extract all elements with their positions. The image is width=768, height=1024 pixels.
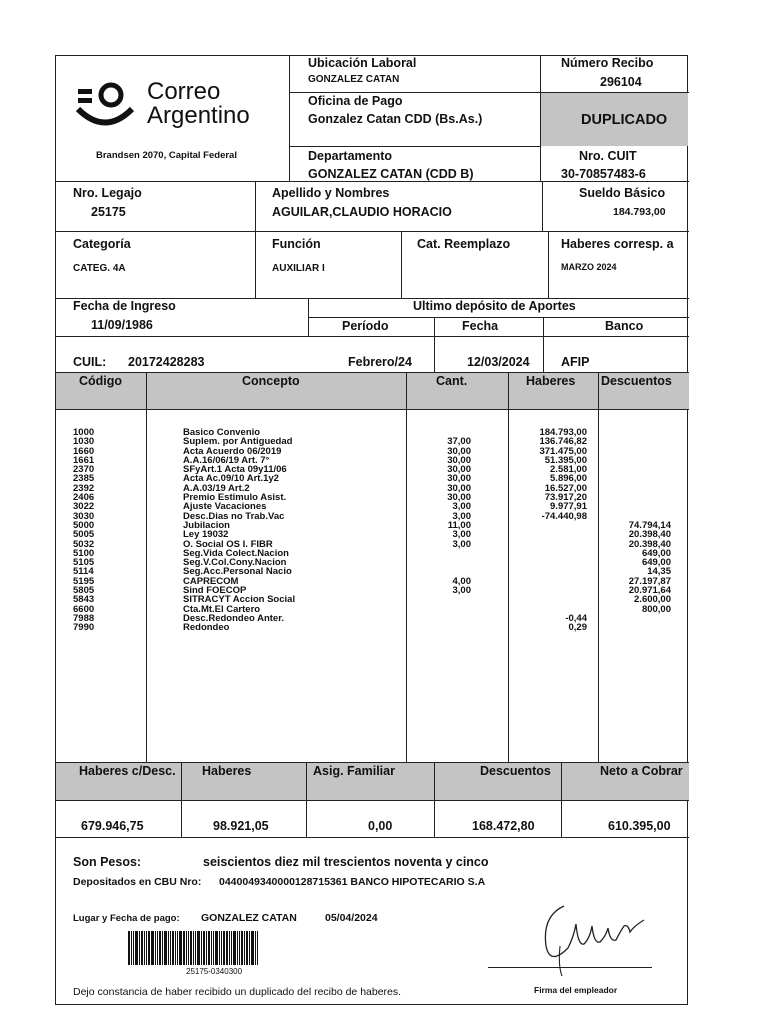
funcion-value: AUXILIAR I [272, 263, 325, 274]
cell-cant: 3,00 [452, 585, 471, 597]
cell-haberes [511, 549, 587, 558]
cell-cant: 30,00 [447, 445, 471, 457]
cell-concepto: Premio Estimulo Asist. [183, 492, 287, 504]
oficina-value: Gonzalez Catan CDD (Bs.As.) [308, 112, 483, 126]
asig-familiar-value: 0,00 [368, 819, 393, 833]
descuentos-column [601, 428, 671, 633]
cell-haberes: 73.917,20 [544, 492, 587, 504]
cell-concepto: CAPRECOM [183, 575, 239, 587]
banco-value: AFIP [561, 355, 590, 369]
constancia-text: Dejo constancia de haber recibido un duplicado del recibo de haberes. [73, 986, 402, 998]
cell-cant: 3,00 [452, 501, 471, 513]
firma-label: Firma del empleador [534, 985, 618, 995]
cell-haberes: 16.527,00 [544, 482, 587, 494]
cell-haberes [511, 540, 587, 549]
cell-codigo: 2385 [73, 473, 95, 485]
cell-concepto: Ley 19032 [183, 529, 229, 541]
cell-descuentos [601, 437, 671, 446]
cell-descuentos: 74.794,14 [628, 519, 671, 531]
nombre-label: Apellido y Nombres [272, 186, 390, 200]
oficina-label: Oficina de Pago [308, 94, 403, 108]
concepto-column [183, 428, 403, 633]
cell-haberes: -74.440,98 [541, 510, 587, 522]
cell-codigo: 5032 [73, 538, 95, 550]
neto-value: 610.395,00 [608, 819, 671, 833]
cell-concepto: A.A.16/06/19 Art. 7° [183, 454, 270, 466]
cuit-label: Nro. CUIT [579, 149, 637, 163]
cell-concepto: Acta Ac.09/10 Art.1y2 [183, 473, 279, 485]
cell-codigo: 6600 [73, 603, 95, 615]
cell-descuentos: 14,35 [647, 566, 671, 578]
cell-descuentos: 2.600,00 [634, 594, 671, 606]
cell-cant: 30,00 [447, 473, 471, 485]
haberes-corresp-value: MARZO 2024 [561, 262, 617, 272]
cell-descuentos [601, 623, 671, 632]
haberes-column [511, 428, 587, 633]
cell-haberes: 51.395,00 [544, 454, 587, 466]
col-haberes: Haberes [526, 374, 576, 388]
haberes-label: Haberes [202, 764, 252, 778]
cell-haberes: -0,44 [565, 612, 587, 624]
lugar-pago-value: GONZALEZ CATAN [201, 912, 297, 924]
cuil-value: 20172428283 [128, 355, 205, 369]
cell-descuentos [601, 614, 671, 623]
cell-codigo: 5000 [73, 519, 95, 531]
cbu-label: Depositados en CBU Nro: [73, 876, 202, 888]
cell-descuentos [601, 484, 671, 493]
neto-label: Neto a Cobrar [600, 764, 683, 778]
cell-codigo: 2406 [73, 492, 95, 504]
funcion-label: Función [272, 237, 321, 251]
cell-concepto: Sind FOECOP [183, 585, 247, 597]
cell-cant: 3,00 [452, 538, 471, 550]
duplicado-label: DUPLICADO [581, 112, 668, 128]
cell-descuentos: 20.971,64 [628, 585, 671, 597]
cell-concepto: Seg.V.Col.Cony.Nacion [183, 557, 287, 569]
cell-concepto: Seg.Vida Colect.Nacion [183, 547, 289, 559]
son-pesos-value: seiscientos diez mil trescientos noventa y cinco [203, 855, 489, 869]
cell-descuentos [601, 456, 671, 465]
cell-cant: 37,00 [447, 436, 471, 448]
haberes-c-desc-value: 679.946,75 [81, 819, 144, 833]
cell-codigo: 5114 [73, 566, 94, 578]
cell-haberes [511, 530, 587, 539]
signature-line [488, 967, 652, 968]
banco-label: Banco [605, 319, 644, 333]
cell-cant: 11,00 [447, 519, 471, 531]
pay-receipt [55, 55, 688, 1005]
cell-cant: 30,00 [447, 482, 471, 494]
periodo-value: Febrero/24 [348, 355, 412, 369]
descuentos-total-value: 168.472,80 [472, 819, 535, 833]
categoria-label: Categoría [73, 237, 131, 251]
cell-haberes [511, 595, 587, 604]
cell-haberes: 0,29 [568, 622, 587, 634]
cell-concepto: Redondeo [183, 622, 230, 634]
cell-codigo: 2392 [73, 482, 95, 494]
cell-concepto: Ajuste Vacaciones [183, 501, 267, 513]
cell-descuentos: 20.398,40 [628, 538, 671, 550]
cell-cant: 30,00 [447, 492, 471, 504]
cell-concepto: Cta.Mt.El Cartero [183, 603, 261, 615]
departamento-label: Departamento [308, 149, 393, 163]
col-cant: Cant. [436, 374, 468, 388]
cell-descuentos: 27.197,87 [628, 575, 671, 587]
cell-concepto: Suplem. por Antiguedad [183, 436, 293, 448]
cell-concepto: Jubilacion [183, 519, 230, 531]
cell-codigo: 5105 [73, 557, 95, 569]
cell-codigo: 5100 [73, 547, 95, 559]
barcode [128, 931, 283, 965]
cell-codigo: 3022 [73, 501, 95, 513]
cell-concepto: A.A.03/19 Art.2 [183, 482, 250, 494]
correo-logo-icon [74, 78, 136, 134]
cbu-value: 0440049340000128715361 BANCO HIPOTECARIO S.A [219, 876, 486, 888]
cell-haberes: 9.977,91 [550, 501, 587, 513]
numero-recibo-label: Número Recibo [561, 56, 654, 70]
ubicacion-label: Ubicación Laboral [308, 56, 417, 70]
lugar-pago-label: Lugar y Fecha de pago: [73, 913, 180, 924]
cell-descuentos [601, 502, 671, 511]
cell-codigo: 5195 [73, 575, 95, 587]
ubicacion-value: GONZALEZ CATAN [308, 74, 400, 85]
cell-haberes [511, 567, 587, 576]
cell-cant [416, 549, 471, 558]
codigo-column [73, 428, 143, 633]
periodo-label: Período [342, 319, 389, 333]
cell-descuentos: 20.398,40 [628, 529, 671, 541]
categoria-value: CATEG. 4A [73, 263, 126, 274]
cell-cant: 30,00 [447, 464, 471, 476]
cell-cant: 3,00 [452, 529, 471, 541]
cell-descuentos [601, 428, 671, 437]
cuil-label: CUIL: [73, 355, 107, 369]
numero-recibo-value: 296104 [600, 75, 642, 89]
signature-icon [534, 886, 664, 976]
nombre-value: AGUILAR,CLAUDIO HORACIO [272, 205, 452, 219]
cell-concepto: Acta Acuerdo 06/2019 [183, 445, 282, 457]
cell-haberes: 5.896,00 [550, 473, 587, 485]
fecha-pago-value: 05/04/2024 [325, 912, 378, 924]
cell-haberes: 2.581,00 [550, 464, 587, 476]
cell-haberes: 371.475,00 [539, 445, 587, 457]
cell-cant [416, 623, 471, 632]
barcode-text: 25175-0340300 [186, 967, 243, 976]
sueldo-label: Sueldo Básico [579, 186, 666, 200]
haberes-value: 98.921,05 [213, 819, 269, 833]
ultimo-deposito-label: Ultimo depósito de Aportes [413, 299, 576, 313]
reemplazo-label: Cat. Reemplazo [417, 237, 511, 251]
cell-codigo: 2370 [73, 464, 95, 476]
cell-descuentos [601, 447, 671, 456]
cell-cant [416, 558, 471, 567]
haberes-c-desc-label: Haberes c/Desc. [79, 764, 176, 778]
correo-argentino-logo [74, 78, 274, 134]
cell-haberes [511, 521, 587, 530]
asig-familiar-label: Asig. Familiar [313, 764, 395, 778]
cell-haberes: 136.746,82 [539, 436, 587, 448]
cell-codigo: 1000 [73, 427, 95, 438]
cell-codigo: 1030 [73, 436, 95, 448]
cell-concepto: SITRACYT Accion Social [183, 594, 296, 606]
cell-codigo: 5805 [73, 585, 95, 597]
sueldo-value: 184.793,00 [613, 206, 666, 218]
cell-haberes [511, 558, 587, 567]
table-header [56, 372, 689, 409]
company-address: Brandsen 2070, Capital Federal [96, 150, 237, 161]
fecha-label: Fecha [462, 319, 499, 333]
cell-codigo: 7988 [73, 612, 95, 624]
cell-cant [416, 605, 471, 614]
cell-descuentos [601, 465, 671, 474]
cell-concepto: Basico Convenio [183, 427, 261, 438]
son-pesos-label: Son Pesos: [73, 855, 142, 869]
cell-cant: 4,00 [452, 575, 471, 587]
cell-concepto: Seg.Acc.Personal Nacio [183, 566, 292, 578]
fecha-value: 12/03/2024 [467, 355, 530, 369]
cuit-value: 30-70857483-6 [561, 167, 646, 181]
ingreso-label: Fecha de Ingreso [73, 299, 176, 313]
cell-codigo: 7990 [73, 622, 95, 634]
cant-column [416, 428, 471, 633]
cell-cant: 30,00 [447, 454, 471, 466]
cell-descuentos: 649,00 [641, 547, 671, 559]
cell-haberes: 184.793,00 [539, 427, 587, 438]
cell-descuentos [601, 493, 671, 502]
cell-haberes [511, 586, 587, 595]
cell-concepto: O. Social OS I. FIBR [183, 538, 273, 550]
departamento-value: GONZALEZ CATAN (CDD B) [308, 167, 474, 181]
cell-descuentos [601, 474, 671, 483]
cell-codigo: 5005 [73, 529, 95, 541]
haberes-corresp-label: Haberes corresp. a [561, 237, 674, 251]
logo-line1: Correo [147, 78, 221, 105]
cell-concepto: Desc.Redondeo Anter. [183, 612, 285, 624]
cell-concepto: SFyArt.1 Acta 09y11/06 [183, 464, 287, 476]
descuentos-total-label: Descuentos [480, 764, 551, 778]
logo-line2: Argentino [147, 102, 250, 129]
cell-concepto: Desc.Dias no Trab.Vac [183, 510, 285, 522]
cell-cant: 3,00 [452, 510, 471, 522]
cell-haberes [511, 577, 587, 586]
cell-descuentos: 800,00 [641, 603, 671, 615]
legajo-value: 25175 [91, 205, 126, 219]
ingreso-value: 11/09/1986 [91, 318, 153, 332]
cell-codigo: 3030 [73, 510, 95, 522]
cell-codigo: 1661 [73, 454, 95, 466]
cell-cant [416, 614, 471, 623]
col-codigo: Código [79, 374, 123, 388]
legajo-label: Nro. Legajo [73, 186, 142, 200]
col-descuentos: Descuentos [601, 374, 672, 388]
cell-descuentos: 649,00 [641, 557, 671, 569]
cell-codigo: 5843 [73, 594, 95, 606]
cell-cant [416, 595, 471, 604]
cell-codigo: 1660 [73, 445, 95, 457]
col-concepto: Concepto [242, 374, 300, 388]
